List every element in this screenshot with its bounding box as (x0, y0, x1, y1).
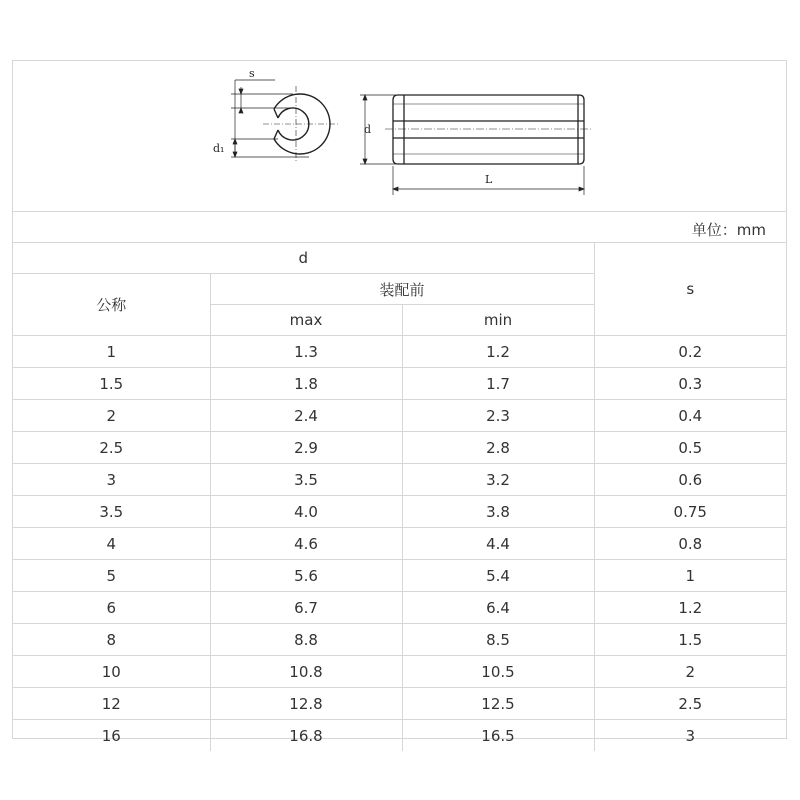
cell-s: 2.5 (594, 688, 786, 720)
cell-nominal: 3.5 (13, 496, 210, 528)
unit-label: 单位：mm (691, 221, 766, 239)
cell-nominal: 1 (13, 336, 210, 368)
cell-min: 2.3 (402, 400, 594, 432)
table-row (13, 464, 786, 496)
header-min: min (402, 305, 594, 336)
cell-nominal: 6 (13, 592, 210, 624)
cell-min: 16.5 (402, 720, 594, 752)
table-row (13, 624, 786, 656)
cell-min: 3.8 (402, 496, 594, 528)
d-label: d (364, 123, 372, 136)
table-row (13, 336, 786, 368)
header-row-1 (13, 243, 786, 274)
cell-max: 6.7 (210, 592, 402, 624)
cell-s: 0.2 (594, 336, 786, 368)
unit-row (13, 212, 786, 243)
end-view-centerlines (263, 86, 338, 161)
cell-nominal: 8 (13, 624, 210, 656)
cell-max: 12.8 (210, 688, 402, 720)
cell-max: 2.9 (210, 432, 402, 464)
l-label: L (485, 173, 493, 186)
cell-max: 4.6 (210, 528, 402, 560)
cell-min: 3.2 (402, 464, 594, 496)
cell-min: 1.2 (402, 336, 594, 368)
cell-nominal: 4 (13, 528, 210, 560)
cell-nominal: 5 (13, 560, 210, 592)
cell-nominal: 2 (13, 400, 210, 432)
cell-s: 0.75 (594, 496, 786, 528)
cell-s: 0.5 (594, 432, 786, 464)
dimension-table (13, 243, 786, 751)
cell-min: 6.4 (402, 592, 594, 624)
table-row (13, 528, 786, 560)
header-max: max (210, 305, 402, 336)
cell-nominal: 16 (13, 720, 210, 752)
cell-s: 1.5 (594, 624, 786, 656)
header-d: d (13, 243, 594, 274)
cell-nominal: 3 (13, 464, 210, 496)
s-dimension (231, 80, 293, 157)
cell-min: 5.4 (402, 560, 594, 592)
header-before-assembly: 装配前 (210, 274, 594, 305)
cell-s: 1.2 (594, 592, 786, 624)
cell-s: 0.8 (594, 528, 786, 560)
cell-max: 16.8 (210, 720, 402, 752)
cell-s: 0.6 (594, 464, 786, 496)
cell-s: 1 (594, 560, 786, 592)
cell-s: 0.3 (594, 368, 786, 400)
cell-s: 3 (594, 720, 786, 752)
cell-min: 8.5 (402, 624, 594, 656)
cell-max: 5.6 (210, 560, 402, 592)
cell-max: 3.5 (210, 464, 402, 496)
d1-label: d₁ (213, 142, 225, 155)
table-row (13, 432, 786, 464)
cell-s: 2 (594, 656, 786, 688)
s-label: s (249, 67, 255, 80)
table-row (13, 688, 786, 720)
cell-min: 2.8 (402, 432, 594, 464)
cell-nominal: 12 (13, 688, 210, 720)
header-s: s (594, 243, 786, 336)
cell-max: 1.8 (210, 368, 402, 400)
side-view (393, 95, 584, 164)
table-row (13, 720, 786, 752)
table-row (13, 368, 786, 400)
cell-nominal: 1.5 (13, 368, 210, 400)
spring-pin-spec-sheet (12, 60, 787, 745)
table-row (13, 400, 786, 432)
cell-max: 4.0 (210, 496, 402, 528)
table-row (13, 560, 786, 592)
cell-max: 10.8 (210, 656, 402, 688)
technical-drawing (13, 61, 786, 212)
table-row (13, 656, 786, 688)
cell-min: 12.5 (402, 688, 594, 720)
cell-min: 1.7 (402, 368, 594, 400)
table-row (13, 592, 786, 624)
cell-s: 0.4 (594, 400, 786, 432)
cell-max: 8.8 (210, 624, 402, 656)
table-row (13, 496, 786, 528)
cell-min: 4.4 (402, 528, 594, 560)
cell-max: 2.4 (210, 400, 402, 432)
header-nominal: 公称 (13, 274, 210, 336)
cell-min: 10.5 (402, 656, 594, 688)
spring-pin-drawing (13, 61, 786, 212)
cell-nominal: 2.5 (13, 432, 210, 464)
cell-nominal: 10 (13, 656, 210, 688)
cell-max: 1.3 (210, 336, 402, 368)
